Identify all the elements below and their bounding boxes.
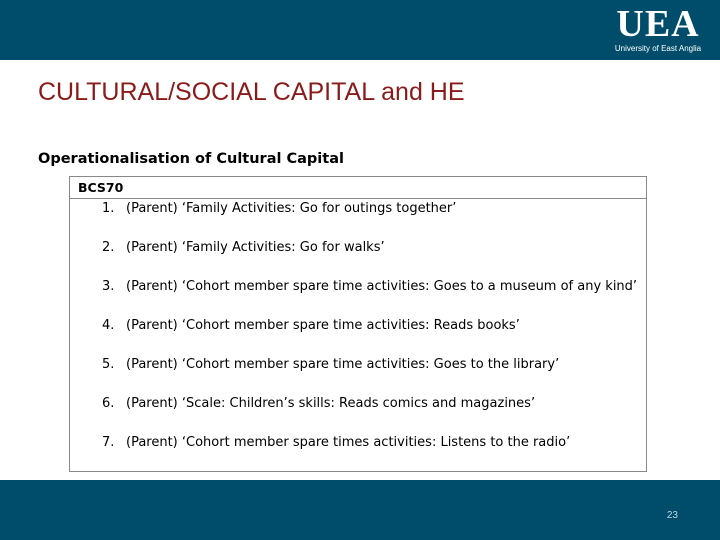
item-text: (Parent) ‘Cohort member spare time activities: Reads books’ [126, 318, 520, 333]
bcs70-table [69, 176, 647, 472]
item-number: 2. [102, 240, 115, 255]
page-number: 23 [666, 510, 678, 521]
logo-subtext: University of East Anglia [614, 44, 702, 53]
item-number: 4. [102, 318, 115, 333]
slide-subtitle: Operationalisation of Cultural Capital [38, 151, 344, 167]
item-number: 5. [102, 357, 115, 372]
slide-title: CULTURAL/SOCIAL CAPITAL and HE [38, 78, 465, 106]
item-text: (Parent) ‘Family Activities: Go for walks’ [126, 240, 385, 255]
logo-mark: UEA [616, 3, 700, 45]
item-text: (Parent) ‘Cohort member spare times activities: Listens to the radio’ [126, 435, 571, 450]
item-text: (Parent) ‘Family Activities: Go for outings together’ [126, 201, 457, 216]
item-text: (Parent) ‘Cohort member spare time activities: Goes to a museum of any kind’ [126, 279, 638, 294]
item-number: 7. [102, 435, 115, 450]
item-text: (Parent) ‘Scale: Children’s skills: Reads comics and magazines’ [126, 396, 536, 411]
table-header: BCS70 [70, 177, 646, 199]
uea-logo [610, 4, 706, 56]
item-number: 3. [102, 279, 115, 294]
header-bar [0, 0, 720, 60]
item-text: (Parent) ‘Cohort member spare time activities: Goes to the library’ [126, 357, 560, 372]
footer-bar [0, 480, 720, 540]
item-number: 6. [102, 396, 115, 411]
item-number: 1. [102, 201, 115, 216]
